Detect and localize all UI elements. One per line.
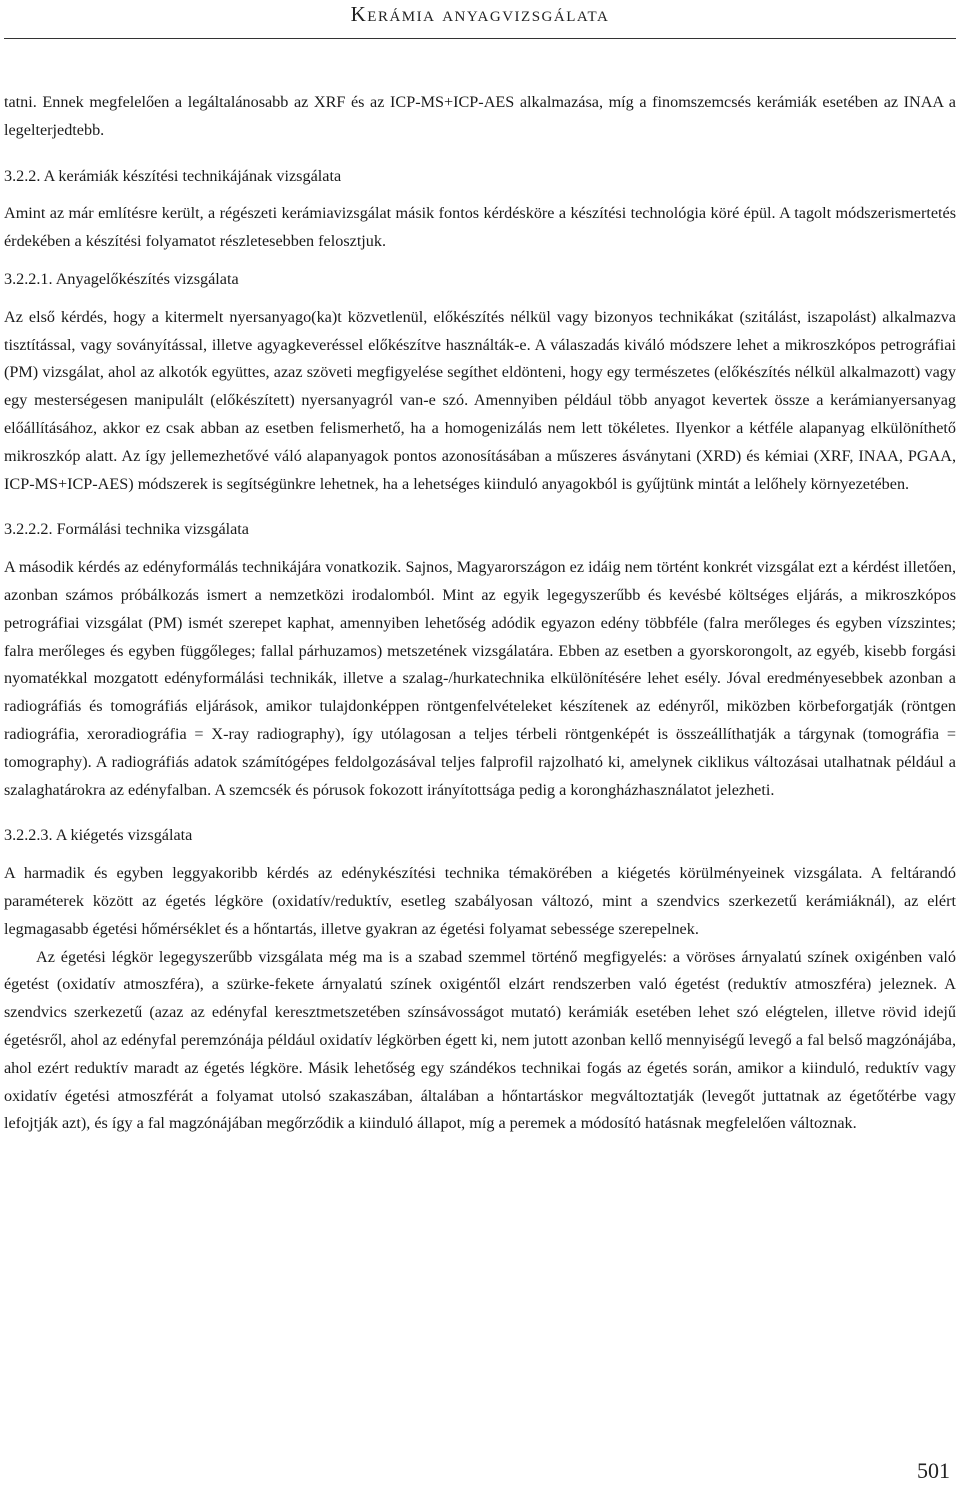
section-heading-3-2-2-1: 3.2.2.1. Anyagelőkészítés vizsgálata <box>4 269 239 288</box>
paragraph-3-2-2: Amint az már említésre került, a régészeti kerámiavizsgálat másik fontos kérdésköre a készítési technológia köré épül. A tagolt módszerismertetés érdekében a készítési folyamatot részletesebben felosztjuk. <box>4 204 956 251</box>
page-number: 501 <box>917 1458 950 1483</box>
running-header: Kerámia anyagvizsgálata <box>350 2 610 26</box>
section-heading-3-2-2: 3.2.2. A kerámiák készítési technikájának vizsgálata <box>4 166 342 185</box>
body-text <box>4 89 956 1138</box>
paragraph-3-2-2-3-a: A harmadik és egyben leggyakoribb kérdés az edénykészítési technika témakörében a kiégetés körülményeinek vizsgálata. A feltárandó paraméterek között az égetés légköre (oxidatív/reduktív, esetleg szabályosan változó, mint a szendvics szerkezetű kerámiáknál), az elért legmagasabb égetési hőmérséklet és a hőntartás, illetve gyakran az égetési folyamat sebessége szerepelnek. <box>4 864 956 938</box>
paragraph-continuation: tatni. Ennek megfelelően a legáltalánosabb az XRF és az ICP-MS+ICP-AES alkalmazása, míg a finomszemcsés kerámiák esetében az INAA a legelterjedtebb. <box>4 93 956 139</box>
paragraph-3-2-2-1: Az első kérdés, hogy a kitermelt nyersanyago(ka)t közvetlenül, előkészítés nélkül vagy bizonyos technikákat (szitálást, iszapolást) alkalmazva tisztítással, vagy soványítással, illetve agyagkeveréssel előkészítve használták-e. A válaszadás kiváló módszere lehet a mikroszkópos petrográfiai (PM) vizsgálat, ahol az alkotók együttes, azaz szöveti megfigyelése segíthet eldönteni, hogy egy természetes (előkészítés nélkül alkalmazott) vagy egy mesterségesen manipulált (előkészített) nyersanyagról van-e szó. Amennyiben például több anyagot kevertek össze a kerámianyersanyag előállításához, akkor ez csak abban az esetben felismerhető, ha a homogenizálás nem lett tökéletes. Ilyenkor a kétféle alapanyag elkülöníthető mikroszkóp alatt. Az így jellemezhetővé váló alapanyagok pontos azonosításában a műszeres ásványtani (XRD) és kémiai (XRF, INAA, PGAA, ICP-MS+ICP-AES) módszerek is segítségünkre lehetnek, ha a lehetséges kiinduló anyagokból is gyűjtünk mintát a lelőhely környezetében. <box>4 307 956 493</box>
document-page <box>4 0 956 1497</box>
section-heading-3-2-2-2: 3.2.2.2. Formálási technika vizsgálata <box>4 520 249 539</box>
paragraph-3-2-2-3-b: Az égetési légkör legegyszerűbb vizsgálata még ma is a szabad szemmel történő megfigyelés: a vöröses árnyalatú színek oxigénben való égetést (oxidatív atmoszféra), a szürke-fekete árnyalatú színek oxigéntől elzárt rendszerben való égetést (reduktív atmoszféra) jeleznek. A szendvics szerkezetű (azaz az edényfal keresztmetszetében színsávosságot mutató) kerámiák esetében lehet szó elégtelen, illetve rövid idejű égetésről, ahol az edényfal peremzónája például oxidatív légkörben égett ki, nem jutott azonban kellő mennyiségű levegő a fal belső magzónájába, ahol ezért reduktív maradt az égetés légköre. Másik lehetőség egy szándékos technikai fogás az égetés során, amikor a kiinduló, reduktív vagy oxidatív égetési atmoszférát a folyamat utolsó szakaszában, általában a hőntartáskor megváltoztatják (levegőt juttatnak az égetőtérbe vagy lefojtják azt), és így a fal magzónájában megőrződik a kiinduló állapot, míg a peremek a módosító hatásnak megfelelően változnak. <box>4 947 956 1133</box>
paragraph-3-2-2-2: A második kérdés az edényformálás technikájára vonatkozik. Sajnos, Magyarországon ez idáig nem történt konkrét vizsgálat ezt a kérdést illetően, azonban számos próbálkozás ismert a nemzetközi irodalomból. Mint az egyik legegyszerűbb és kevésbé költséges eljárás, a mikroszkópos petrográfiai vizsgálat (PM) ismét szerepet kaphat, amennyiben lehetőség adódik egyazon edény többféle (falra merőleges és egyben vízszintes; falra merőleges és egyben függőleges; fallal párhuzamos) metszetének vizsgálatára. Ebben az esetben a gyorskorongolt, az egyéb, kisebb forgási nyomatékkal mozgatott edényformálási technikák, illetve a szalag-/hurkatechnika elkülönítésére lehet esély. Jóval eredményesebbek azonban a radiográfiás és tomográfiás eljárások, amikor tulajdonképpen röntgenfelvételeket készítenek az edényről, miközben körbeforgatják (röntgen radiográfia, xeroradiográfia = X-ray radiography), így utólagosan a teljes térbeli röntgenképét is összeállíthatják a tárgynak (tomográfia = tomography). A radiográfiás adatok számítógépes feldolgozásával teljes falprofil rajzolható ki, amelynek ciklikus változásai utalhatnak például a szalaghatárokra az edényfalban. A szemcsék és pórusok fokozott irányítottsága pedig a korongházhasználatot jelezheti. <box>4 558 956 799</box>
section-heading-3-2-2-3: 3.2.2.3. A kiégetés vizsgálata <box>4 826 193 845</box>
header-rule <box>4 38 956 39</box>
